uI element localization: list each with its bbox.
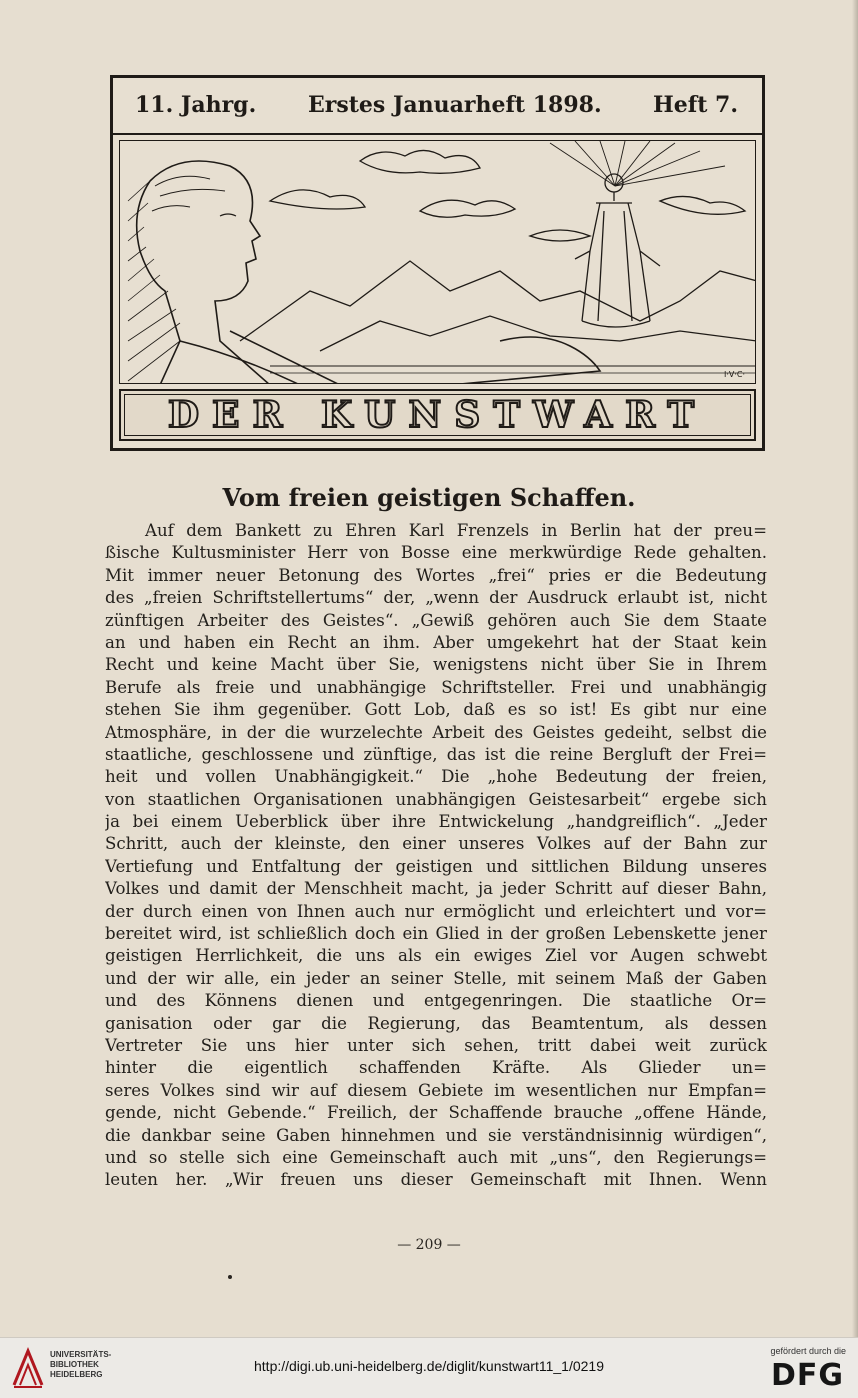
illustration-drawing — [120, 141, 756, 384]
text-line: an und haben ein Recht an ihm. Aber umgekehrt hat der Staat kein — [105, 632, 767, 652]
masthead — [110, 75, 765, 451]
text-line: von staatlichen Organisationen unabhängigen Geistesarbeit“ ergebe sich — [105, 789, 767, 809]
allegorical-figure — [575, 174, 660, 327]
issue-bar — [113, 78, 762, 135]
text-line: Auf dem Bankett zu Ehren Karl Frenzels in Berlin hat der preu= — [145, 521, 767, 540]
cloud — [660, 196, 745, 214]
cloud — [420, 200, 515, 217]
text-line: und so stelle sich eine Gemeinschaft auch mit „uns“, den Regierungs= — [105, 1147, 767, 1167]
funding-note: gefördert durch die — [770, 1346, 846, 1356]
text-line: Berufe als freie und unabhängige Schriftsteller. Frei und unabhängig — [105, 677, 767, 697]
text-line: bereitet wird, ist schließlich doch ein Glied in der großen Lebenskette jener — [105, 924, 767, 944]
text-line: ßische Kultusminister Herr von Bosse eine merkwürdige Rede gehalten. — [105, 543, 767, 563]
library-name-line: UNIVERSITÄTS- — [50, 1350, 112, 1359]
text-line: staatliche, geschlossene und zünftige, das ist die reine Bergluft der Frei= — [105, 744, 767, 764]
text-line: stehen Sie ihm gegenüber. Gott Lob, daß es so ist! Es gibt nur eine — [105, 700, 767, 720]
text-line: des „freien Schriftstellertums“ der, „wenn der Ausdruck erlaubt ist, nicht — [105, 588, 767, 608]
text-line: hinter die eigentlich schaffenden Kräfte. Als Glieder un= — [105, 1058, 767, 1078]
text-line: Vertreter Sie uns hier unter sich sehen, tritt dabei weit zurück — [105, 1035, 767, 1055]
library-name-line: HEIDELBERG — [50, 1370, 103, 1379]
source-url-link[interactable]: http://digi.ub.uni-heidelberg.de/diglit/kunstwart11_1/0219 — [254, 1358, 604, 1374]
text-line: der durch einen von Ihnen auch nur ermöglicht und erleichtert und vor= — [105, 901, 767, 921]
viewer-footer — [0, 1337, 858, 1398]
text-line: Recht und keine Macht über Sie, wenigstens nicht über Sie in Ihrem — [105, 655, 767, 675]
sun-rays — [550, 141, 725, 186]
text-line: leuten her. „Wir freuen uns dieser Gemeinschaft mit Ihnen. Wenn — [105, 1170, 767, 1190]
mountain-range — [240, 261, 756, 341]
text-line: ja bei einem Ueberblick über ihre Entwickelung „handgreiflich“. „Jeder — [105, 812, 767, 832]
text-line: heit und vollen Unabhängigkeit.“ Die „hohe Bedeutung der freien, — [105, 767, 767, 787]
library-name-line: BIBLIOTHEK — [50, 1360, 99, 1369]
article-body — [105, 520, 767, 1192]
page-number: — 209 — — [397, 1237, 461, 1253]
man-profile — [137, 161, 600, 384]
artist-monogram: I·V·C· — [723, 370, 745, 379]
text-line: geistigen Herrlichkeit, die uns als ein ewiges Ziel vor Augen schwebt — [105, 946, 767, 966]
mountain-range — [320, 316, 756, 351]
text-line: seres Volkes sind wir auf diesem Gebiete im wesentlichen nur Empfan= — [105, 1080, 767, 1100]
issue-year: 11. Jahrg. — [135, 92, 257, 118]
text-line: gende, nicht Gebende.“ Freilich, der Schaffende brauche „offene Hände, — [105, 1103, 767, 1123]
text-line: Atmosphäre, in der die wurzelechte Arbeit des Geistes gedeiht, selbst die — [105, 722, 767, 742]
article-title: Vom freien geistigen Schaffen. — [222, 483, 636, 512]
text-line: Vertiefung und Entfaltung der geistigen und sittlichen Bildung unseres — [105, 856, 767, 876]
text-line: und der wir alle, ein jeder an seiner Stelle, mit seinem Maß der Gaben — [105, 968, 767, 988]
text-line: Schritt, auch der kleinste, den einer unseres Volkes auf der Bahn zur — [105, 834, 767, 854]
ink-speck — [228, 1275, 232, 1279]
cloud — [530, 230, 590, 241]
journal-title-plate — [119, 389, 756, 441]
text-line: Mit immer neuer Betonung des Wortes „frei“ pries er die Bedeutung — [105, 565, 767, 585]
cloud — [270, 190, 365, 209]
masthead-illustration — [119, 140, 756, 384]
cloud — [360, 150, 480, 173]
text-line: ganisation oder gar die Regierung, das Beamtentum, als dessen — [105, 1013, 767, 1033]
text-line: und des Könnens dienen und entgegenringen. Die staatliche Or= — [105, 991, 767, 1011]
text-line: die dankbar seine Gaben hinnehmen und sie verständnisinnig würdigen“, — [105, 1125, 767, 1145]
dfg-logo: DFG — [770, 1358, 844, 1393]
text-line: Volkes und damit der Menschheit macht, ja jeder Schritt auf dieser Bahn, — [105, 879, 767, 899]
text-line: zünftigen Arbeiter des Geistes“. „Gewiß gehören auch Sie dem Staate — [105, 610, 767, 630]
issue-number: Heft 7. — [652, 92, 738, 118]
issue-date: Erstes Januarheft 1898. — [308, 92, 602, 118]
journal-title: DER KUNSTWART — [167, 394, 708, 436]
